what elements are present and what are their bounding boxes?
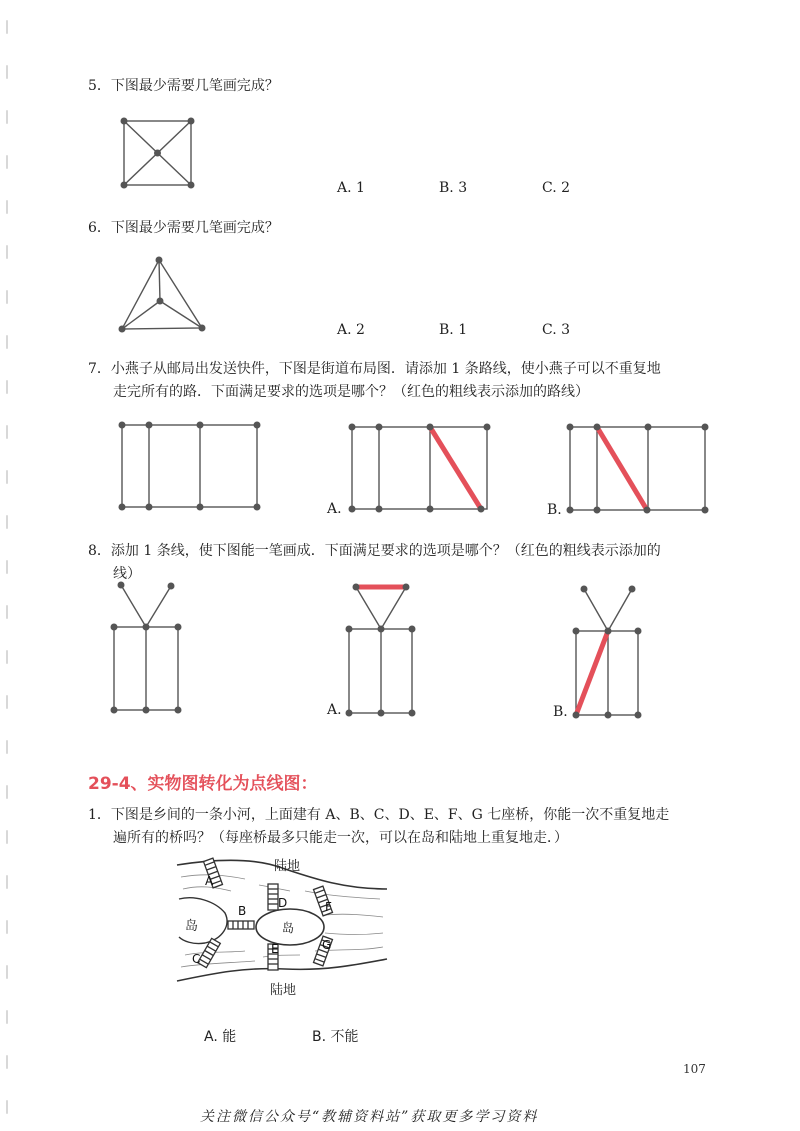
binding-mark <box>6 695 8 709</box>
q5-option-c[interactable]: C. 2 <box>542 180 571 196</box>
q7-option-a-label[interactable]: A. <box>327 501 342 517</box>
binding-holes <box>3 0 13 1131</box>
q8-b-added-line <box>576 631 608 715</box>
q6-figure <box>118 255 208 335</box>
question-1-line2: 遍所有的桥吗？（每座桥最多只能走一次，可以在岛和陆地上重复地走．） <box>113 830 568 846</box>
bridge-a-label: A <box>205 874 214 888</box>
page-number: 107 <box>683 1062 706 1076</box>
island-center-label: 岛 <box>282 921 295 935</box>
binding-mark <box>6 1100 8 1114</box>
question-6-text: 6．下图最少需要几笔画完成？ <box>88 220 279 236</box>
q6-option-a[interactable]: A. 2 <box>337 322 365 338</box>
binding-mark <box>6 560 8 574</box>
binding-mark <box>6 470 8 484</box>
q5-option-b[interactable]: B. 3 <box>439 180 468 196</box>
land-top-label: 陆地 <box>274 859 301 874</box>
question-8-line2: 线） <box>113 566 141 582</box>
bridge-g-label: G <box>322 938 332 952</box>
q8-option-a-figure[interactable] <box>342 578 422 720</box>
footer-promo: 关注微信公众号“教辅资料站”获取更多学习资料 <box>200 1109 539 1125</box>
q1-option-a[interactable]: A. 能 <box>204 1029 237 1045</box>
island-left-label: 岛 <box>185 919 199 934</box>
binding-mark <box>6 830 8 844</box>
binding-mark <box>6 1055 8 1069</box>
river-map <box>175 855 390 990</box>
bridge-e-label: E <box>271 942 279 956</box>
q5-option-a[interactable]: A. 1 <box>337 180 365 196</box>
binding-mark <box>6 785 8 799</box>
binding-mark <box>6 1010 8 1024</box>
binding-mark <box>6 380 8 394</box>
question-1-line1: 1．下图是乡间的一条小河，上面建有 A、B、C、D、E、F、G 七座桥，你能一次不重复地走 <box>88 807 670 823</box>
q7-option-b-label[interactable]: B. <box>547 502 562 518</box>
question-8-line1: 8．添加 1 条线，使下图能一笔画成．下面满足要求的选项是哪个？（红色的粗线表示添加的 <box>88 543 661 559</box>
q6-option-c[interactable]: C. 3 <box>542 322 571 338</box>
q1-option-b[interactable]: B. 不能 <box>312 1029 359 1045</box>
bridge-b-label: B <box>238 904 247 918</box>
q5-figure <box>118 115 198 190</box>
q7-option-b-figure[interactable] <box>566 420 711 516</box>
binding-mark <box>6 65 8 79</box>
binding-mark <box>6 245 8 259</box>
binding-mark <box>6 155 8 169</box>
binding-mark <box>6 875 8 889</box>
q8-option-a-label[interactable]: A. <box>327 702 342 718</box>
binding-mark <box>6 335 8 349</box>
binding-mark <box>6 200 8 214</box>
bridge-d-label: D <box>278 896 288 910</box>
binding-mark <box>6 650 8 664</box>
q6-option-b[interactable]: B. 1 <box>439 322 468 338</box>
q7-option-a-figure[interactable] <box>348 420 493 516</box>
binding-mark <box>6 965 8 979</box>
binding-mark <box>6 425 8 439</box>
binding-mark <box>6 515 8 529</box>
q8-option-b-label[interactable]: B. <box>553 704 568 720</box>
section-title: 29-4、实物图转化为点线图： <box>88 774 318 794</box>
river-map-drawing <box>175 855 390 990</box>
question-5-text: 5．下图最少需要几笔画完成？ <box>88 78 279 94</box>
q8-option-b-figure[interactable] <box>568 580 648 722</box>
binding-mark <box>6 605 8 619</box>
q7-street-figure <box>118 418 263 514</box>
bridge-f-label: F <box>325 900 332 914</box>
bridge-c-label: C <box>192 952 201 966</box>
binding-mark <box>6 110 8 124</box>
q7-a-added-route <box>430 427 481 509</box>
binding-mark <box>6 290 8 304</box>
land-bottom-label: 陆地 <box>270 983 297 998</box>
binding-mark <box>6 920 8 934</box>
q8-figure <box>108 578 188 718</box>
binding-mark <box>6 740 8 754</box>
binding-mark <box>6 20 8 34</box>
q7-b-added-route <box>597 427 647 510</box>
question-7-line2: 走完所有的路．下面满足要求的选项是哪个？（红色的粗线表示添加的路线） <box>113 384 589 400</box>
question-7-line1: 7．小燕子从邮局出发送快件，下图是街道布局图．请添加 1 条路线，使小燕子可以不重复地 <box>88 361 661 377</box>
